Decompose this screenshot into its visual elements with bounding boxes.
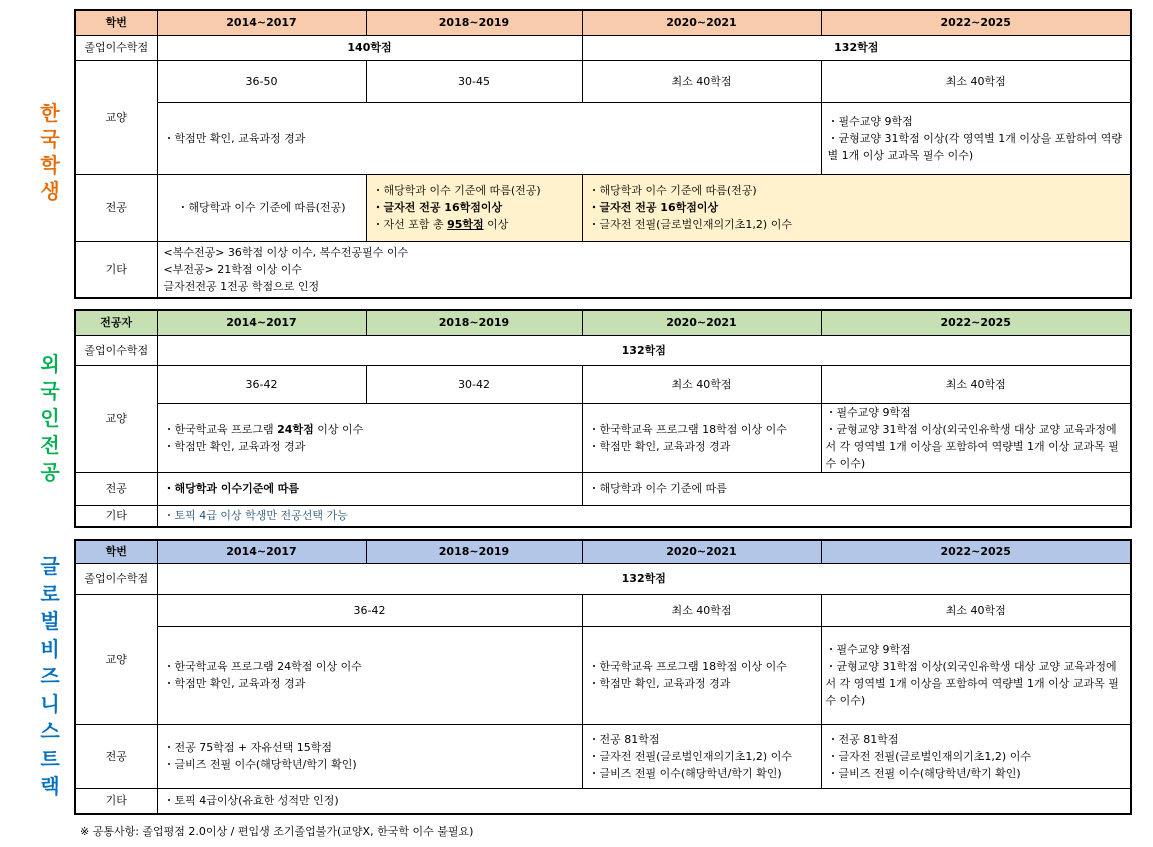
table-row (75, 174, 1131, 241)
side-label-korean-students: 한 국 학 생 (40, 101, 60, 203)
range-cell: 36-50 (157, 60, 366, 102)
row-label: 기타 (75, 241, 157, 298)
grad-credits-cell: 140학점 (157, 35, 582, 60)
range-cell: 최소 40학점 (821, 60, 1131, 102)
table-row (75, 35, 1131, 60)
table-row (75, 241, 1131, 298)
header-cell: 2018~2019 (366, 10, 582, 35)
header-cell: 2014~2017 (157, 540, 366, 563)
header-cell: 2022~2025 (821, 310, 1131, 335)
note-cell: ・해당학과 이수기준에 따름 (157, 472, 582, 505)
header-cell: 2022~2025 (821, 10, 1131, 35)
row-label: 기타 (75, 505, 157, 527)
note-cell: ・토픽 4급 이상 학생만 전공선택 가능 (157, 505, 1131, 527)
row-label: 졸업이수학점 (75, 35, 157, 60)
note-cell: ・필수교양 9학점 ・균형교양 31학점 이상(각 영역별 1개 이상을 포함하여 역량별 1개 이상 교과목 필수 이수) (821, 102, 1131, 174)
grad-credits-cell: 132학점 (157, 335, 1131, 365)
note-cell: ・한국학교육 프로그램 24학점 이상 이수 ・학점만 확인, 교육과정 경과 (157, 403, 582, 472)
range-cell: 30-45 (366, 60, 582, 102)
range-cell: 36-42 (157, 365, 366, 403)
table-header-row (75, 310, 1131, 335)
korean-students-table (74, 9, 1132, 299)
header-cell: 2020~2021 (582, 10, 821, 35)
row-label: 전공 (75, 724, 157, 788)
row-label: 전공 (75, 472, 157, 505)
range-cell: 최소 40학점 (582, 365, 821, 403)
note-cell: ・한국학교육 프로그램 24학점 이상 이수 ・학점만 확인, 교육과정 경과 (157, 626, 582, 724)
note-cell: ・토픽 4급이상(유효한 성적만 인정) (157, 788, 1131, 814)
note-cell: ・필수교양 9학점 ・균형교양 31학점 이상(외국인유학생 대상 교양 교육과정에서 각 영역별 1개 이상을 포함하여 역량별 1개 이상 교과목 필수 이수) (821, 403, 1131, 472)
global-business-track-table (74, 539, 1132, 815)
table-header-row (75, 540, 1131, 563)
table-row (75, 505, 1131, 527)
table-row (75, 724, 1131, 788)
grad-credits-cell: 132학점 (582, 35, 1131, 60)
note-cell: ・전공 75학점 + 자유선택 15학점 ・글비즈 전필 이수(해당학년/학기 확인) (157, 724, 582, 788)
note-cell: ・전공 81학점 ・글자전 전필(글로벌인재의기초1,2) 이수 ・글비즈 전필 이수(해당학년/학기 확인) (582, 724, 821, 788)
header-cell: 2018~2019 (366, 310, 582, 335)
row-label: 기타 (75, 788, 157, 814)
header-cell: 전공자 (75, 310, 157, 335)
note-cell: ・한국학교육 프로그램 18학점 이상 이수 ・학점만 확인, 교육과정 경과 (582, 403, 821, 472)
note-cell: ・필수교양 9학점 ・균형교양 31학점 이상(외국인유학생 대상 교양 교육과정에서 각 영역별 1개 이상을 포함하여 역량별 1개 이상 교과목 필수 이수) (821, 626, 1131, 724)
note-cell: <복수전공> 36학점 이상 이수, 복수전공필수 이수 <부전공> 21학점 이상 이수 글자전전공 1전공 학점으로 인정 (157, 241, 1131, 298)
range-cell: 최소 40학점 (821, 365, 1131, 403)
footnote: ※ 공통사항: 졸업평점 2.0이상 / 편입생 조기졸업불가(교양X, 한국학 이수 불필요) (80, 825, 474, 838)
row-label: 교양 (75, 60, 157, 174)
header-cell: 2014~2017 (157, 310, 366, 335)
header-cell: 2014~2017 (157, 10, 366, 35)
header-cell: 학번 (75, 10, 157, 35)
range-cell: 30-42 (366, 365, 582, 403)
header-cell: 2018~2019 (366, 540, 582, 563)
table-row (75, 788, 1131, 814)
note-cell: ・전공 81학점 ・글자전 전필(글로벌인재의기초1,2) 이수 ・글비즈 전필 이수(해당학년/학기 확인) (821, 724, 1131, 788)
range-cell: 최소 40학점 (582, 594, 821, 626)
note-cell: ・한국학교육 프로그램 18학점 이상 이수 ・학점만 확인, 교육과정 경과 (582, 626, 821, 724)
table-row (75, 563, 1131, 594)
range-cell: 최소 40학점 (582, 60, 821, 102)
note-cell: ・해당학과 이수 기준에 따름 (582, 472, 1131, 505)
side-label-foreign-major: 외 국 인 전 공 (40, 352, 60, 484)
grad-credits-cell: 132학점 (157, 563, 1131, 594)
range-cell: 36-42 (157, 594, 582, 626)
table-row (75, 403, 1131, 472)
row-label: 교양 (75, 594, 157, 724)
note-cell: ・해당학과 이수 기준에 따름(전공) (157, 174, 366, 241)
table-row (75, 102, 1131, 174)
range-cell: 최소 40학점 (821, 594, 1131, 626)
row-label: 졸업이수학점 (75, 563, 157, 594)
header-cell: 2020~2021 (582, 310, 821, 335)
note-cell: ・해당학과 이수 기준에 따름(전공) ・글자전 전공 16학점이상 ・자선 포함 총 95학점 이상 (366, 174, 582, 241)
header-cell: 학번 (75, 540, 157, 563)
table-header-row (75, 10, 1131, 35)
row-label: 교양 (75, 365, 157, 472)
table-row (75, 472, 1131, 505)
header-cell: 2020~2021 (582, 540, 821, 563)
header-cell: 2022~2025 (821, 540, 1131, 563)
table-row (75, 626, 1131, 724)
foreign-major-table (74, 309, 1132, 528)
note-cell: ・학점만 확인, 교육과정 경과 (157, 102, 821, 174)
table-row (75, 365, 1131, 403)
note-cell: ・해당학과 이수 기준에 따름(전공) ・글자전 전공 16학점이상 ・글자전 전필(글로벌인재의기초1,2) 이수 (582, 174, 1131, 241)
table-row (75, 335, 1131, 365)
table-row (75, 60, 1131, 102)
row-label: 전공 (75, 174, 157, 241)
row-label: 졸업이수학점 (75, 335, 157, 365)
table-row (75, 594, 1131, 626)
side-label-global-business-track: 글 로 벌 비 즈 니 스 트 랙 (40, 554, 60, 798)
